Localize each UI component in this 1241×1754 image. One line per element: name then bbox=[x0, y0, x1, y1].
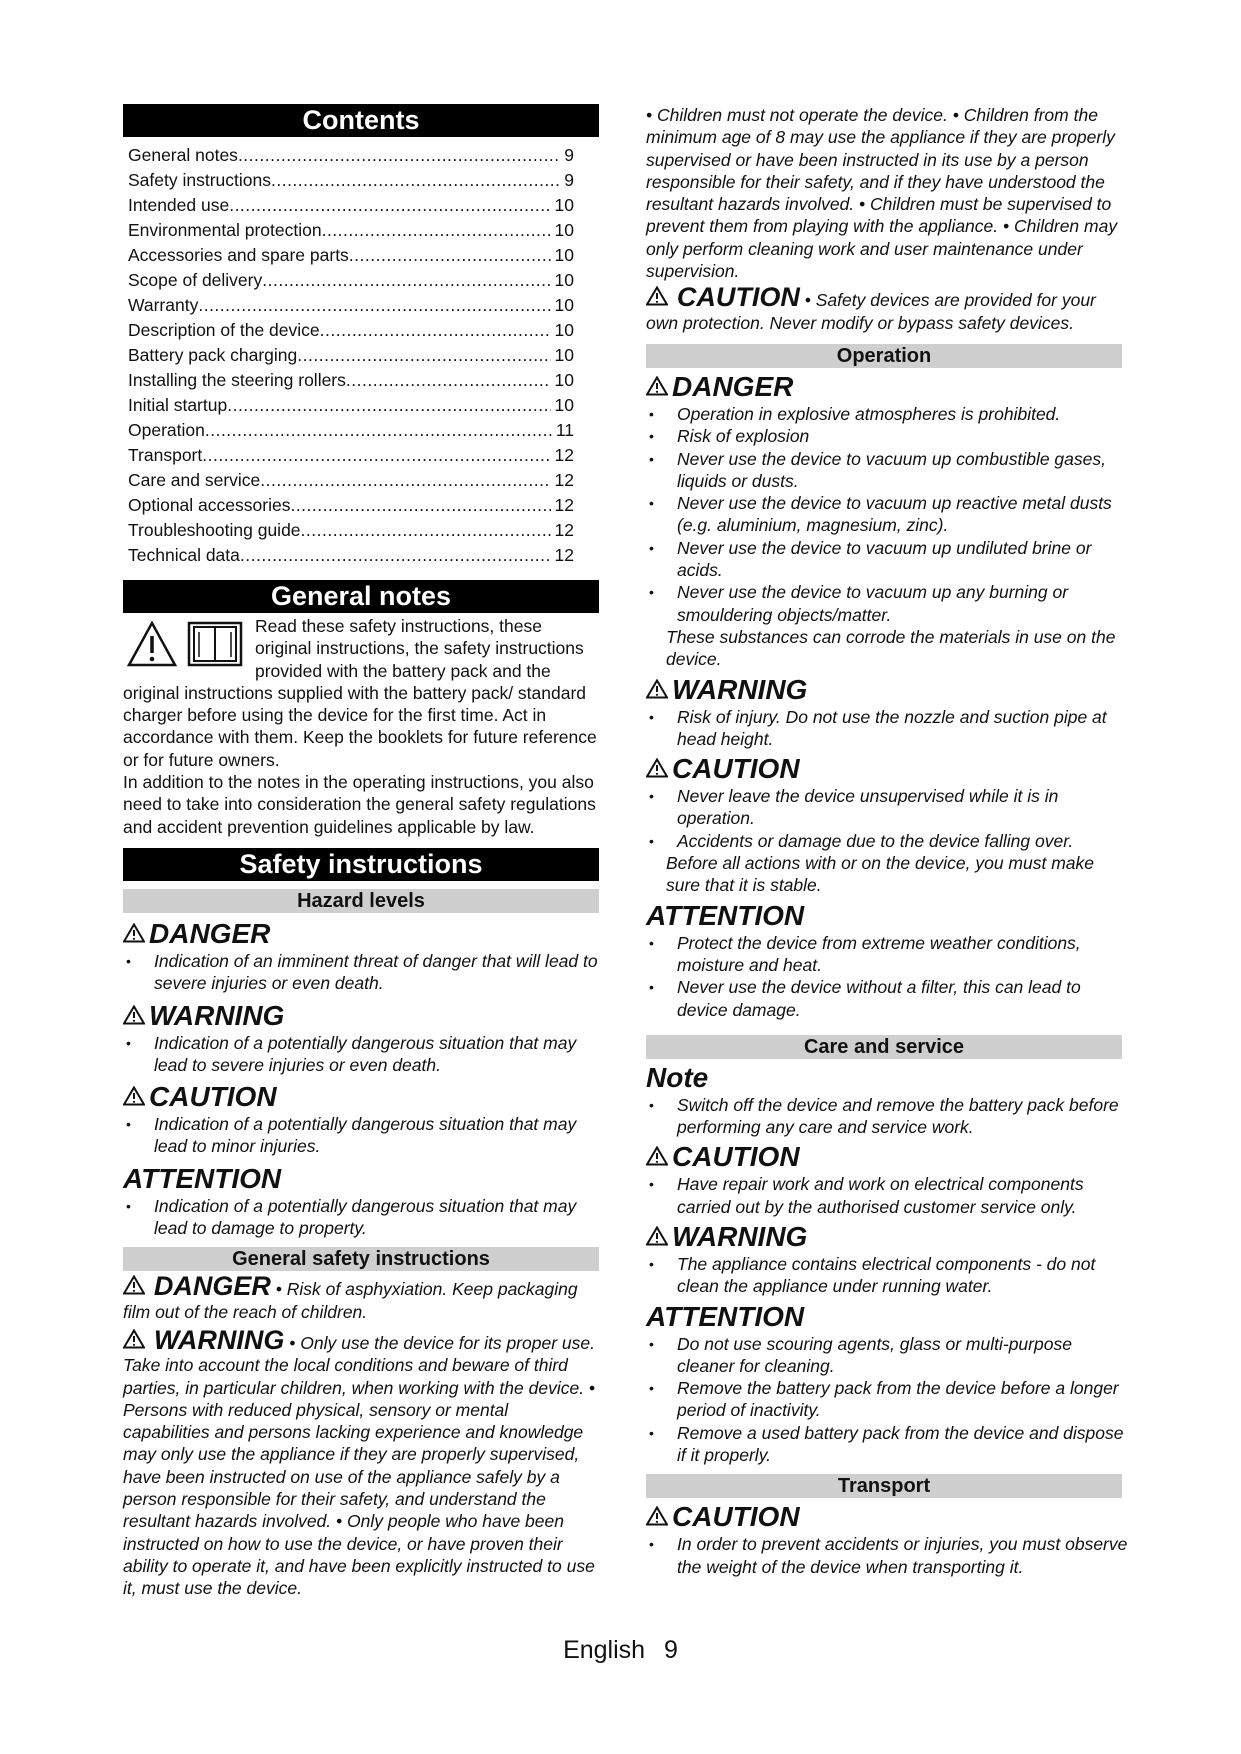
warning-triangle-icon bbox=[646, 1226, 668, 1246]
toc-entry[interactable] bbox=[128, 543, 599, 568]
toc-page: 12 bbox=[554, 520, 574, 540]
general-safety-heading: General safety instructions bbox=[123, 1247, 599, 1271]
hazard-attention-list bbox=[123, 1195, 599, 1240]
toc-entry[interactable] bbox=[128, 193, 599, 218]
warning-triangle-icon bbox=[646, 376, 668, 396]
warning-triangle-icon bbox=[123, 1329, 145, 1349]
general-notes-paragraph-2: In addition to the notes in the operating instructions, you also need to take into consideration the general safety regulations and accident prevention guidelines applicable by law. bbox=[123, 772, 596, 837]
list-item: • Never use the device to vacuum up combustible gases, liquids or dusts. bbox=[646, 448, 1132, 493]
toc-page: 10 bbox=[554, 270, 574, 290]
toc-entry[interactable] bbox=[128, 393, 599, 418]
list-item: • Never use the device without a filter, this can lead to device damage. bbox=[646, 976, 1132, 1021]
toc-page: 12 bbox=[554, 495, 574, 515]
list-item: • Risk of explosion bbox=[646, 425, 1132, 447]
toc-entry[interactable] bbox=[128, 268, 599, 293]
transport-caution-label: CAUTION bbox=[646, 1500, 1132, 1533]
general-danger-label: DANGER bbox=[153, 1271, 271, 1302]
list-item: • Indication of a potentially dangerous situation that may lead to severe injuries or even death. bbox=[123, 1032, 599, 1077]
general-warning-label: WARNING bbox=[153, 1324, 285, 1355]
care-attention-list bbox=[646, 1333, 1132, 1467]
care-note-list bbox=[646, 1094, 1132, 1139]
toc-page: 10 bbox=[554, 220, 574, 240]
list-item: • Remove a used battery pack from the device and dispose if it properly. bbox=[646, 1422, 1132, 1467]
list-item: • Remove the battery pack from the device before a longer period of inactivity. bbox=[646, 1377, 1132, 1422]
toc-title: Technical data bbox=[128, 545, 240, 565]
general-notes-paragraph-1: Read these safety instructions, these original instructions, the safety instructions provided with the battery pack and the original instructions supplied with the battery pack/ standard charger before using the device for the first time. Act in accordance with them. Keep the booklets for future reference or for future owners. bbox=[123, 616, 597, 770]
manual-book-icon bbox=[187, 621, 243, 667]
warning-triangle-icon bbox=[646, 286, 668, 306]
hazard-danger-list bbox=[123, 950, 599, 995]
toc-title: Initial startup bbox=[128, 395, 228, 415]
toc-page: 9 bbox=[564, 170, 574, 190]
toc-title: Care and service bbox=[128, 470, 261, 490]
list-item: • Indication of an imminent threat of danger that will lead to severe injuries or even death. bbox=[123, 950, 599, 995]
toc-page: 10 bbox=[554, 295, 574, 315]
toc-entry[interactable] bbox=[128, 318, 599, 343]
hazard-danger-label: DANGER bbox=[123, 917, 599, 950]
toc-page: 12 bbox=[554, 470, 574, 490]
care-service-heading: Care and service bbox=[646, 1035, 1122, 1059]
toc-entry[interactable] bbox=[128, 243, 599, 268]
toc-title: Safety instructions bbox=[128, 170, 271, 190]
care-warning-label: WARNING bbox=[646, 1220, 1132, 1253]
toc-page: 10 bbox=[554, 370, 574, 390]
list-item: • The appliance contains electrical components - do not clean the appliance under running water. bbox=[646, 1253, 1132, 1298]
hazard-attention-label: ATTENTION bbox=[123, 1162, 282, 1194]
toc-entry[interactable] bbox=[128, 218, 599, 243]
warning-triangle-icon bbox=[646, 679, 668, 699]
footer-page-number: 9 bbox=[664, 1636, 678, 1664]
toc-title: Intended use bbox=[128, 195, 230, 215]
toc-entry[interactable] bbox=[128, 143, 599, 168]
toc-title: Warranty bbox=[128, 295, 199, 315]
list-item: • Never use the device to vacuum up any burning or smouldering objects/matter. bbox=[646, 581, 1132, 626]
safety-instructions-heading: Safety instructions bbox=[123, 848, 599, 881]
toc-entry[interactable] bbox=[128, 343, 599, 368]
operation-caution-list bbox=[646, 785, 1132, 852]
warning-triangle-icon bbox=[123, 923, 145, 943]
list-item: • Indication of a potentially dangerous situation that may lead to minor injuries. bbox=[123, 1113, 599, 1158]
care-caution-label: CAUTION bbox=[646, 1140, 1132, 1173]
toc-entry[interactable] bbox=[128, 368, 599, 393]
hazard-warning-list bbox=[123, 1032, 599, 1077]
toc-page: 12 bbox=[554, 545, 574, 565]
toc-title: Transport bbox=[128, 445, 203, 465]
toc-entry[interactable] bbox=[128, 168, 599, 193]
list-item: • Never use the device to vacuum up undiluted brine or acids. bbox=[646, 537, 1132, 582]
operation-warning-label: WARNING bbox=[646, 673, 1132, 706]
hazard-levels-heading: Hazard levels bbox=[123, 889, 599, 913]
care-attention-label: ATTENTION bbox=[646, 1300, 805, 1332]
toc-page: 10 bbox=[554, 245, 574, 265]
general-caution-paragraph: CAUTION • Safety devices are provided for your own protection. Never modify or bypass safety devices. bbox=[646, 282, 1096, 333]
toc-entry[interactable] bbox=[128, 518, 599, 543]
hazard-warning-label: WARNING bbox=[123, 999, 599, 1032]
list-item: • Never leave the device unsupervised while it is in operation. bbox=[646, 785, 1132, 830]
warning-triangle-icon bbox=[127, 621, 177, 667]
toc-page: 9 bbox=[564, 145, 574, 165]
list-item: • Do not use scouring agents, glass or multi-purpose cleaner for cleaning. bbox=[646, 1333, 1132, 1378]
table-of-contents bbox=[128, 143, 599, 568]
toc-title: Operation bbox=[128, 420, 205, 440]
transport-caution-list bbox=[646, 1533, 1132, 1578]
general-warning-paragraph: WARNING • Only use the device for its proper use. Take into account the local conditions and beware of third parties, in particular children, when working with the device. • Persons with reduced physical, sensory or mental capabilities and persons lacking experience and knowledge may only use the appliance if they are properly supervised, have been instructed on use of the appliance safely by a person responsible for their safety, and understand the resultant hazards involved. • Only people who have been instructed on how to use the device, or have proven their ability to operate it, and have been explicitly instructed to use it, must use the device. bbox=[123, 1324, 596, 1599]
toc-title: Installing the steering rollers bbox=[128, 370, 346, 390]
toc-entry[interactable] bbox=[128, 418, 599, 443]
toc-entry[interactable] bbox=[128, 468, 599, 493]
list-item: • Operation in explosive atmospheres is prohibited. bbox=[646, 403, 1132, 425]
toc-title: Description of the device bbox=[128, 320, 320, 340]
toc-title: Environmental protection bbox=[128, 220, 322, 240]
toc-entry[interactable] bbox=[128, 493, 599, 518]
operation-attention-label: ATTENTION bbox=[646, 899, 805, 931]
list-item: • In order to prevent accidents or injuries, you must observe the weight of the device when transporting it. bbox=[646, 1533, 1132, 1578]
general-notes-text bbox=[123, 615, 599, 838]
toc-entry[interactable] bbox=[128, 443, 599, 468]
operation-danger-list bbox=[646, 403, 1132, 626]
care-note-label: Note bbox=[646, 1061, 709, 1093]
general-danger-paragraph: DANGER • Risk of asphyxiation. Keep packaging film out of the reach of children. bbox=[123, 1271, 578, 1322]
footer-language: English bbox=[563, 1636, 646, 1664]
warning-triangle-icon bbox=[646, 758, 668, 778]
general-caution-label: CAUTION bbox=[676, 282, 800, 313]
operation-heading: Operation bbox=[646, 344, 1122, 368]
general-notes-heading: General notes bbox=[123, 580, 599, 613]
operation-warning-list bbox=[646, 706, 1132, 751]
contents-heading: Contents bbox=[123, 104, 599, 137]
toc-title: Accessories and spare parts bbox=[128, 245, 349, 265]
toc-title: Scope of delivery bbox=[128, 270, 263, 290]
toc-page: 10 bbox=[554, 320, 574, 340]
operation-caution-label: CAUTION bbox=[646, 752, 1132, 785]
page-footer bbox=[0, 1636, 1241, 1665]
transport-heading: Transport bbox=[646, 1474, 1122, 1498]
toc-title: Optional accessories bbox=[128, 495, 291, 515]
toc-page: 10 bbox=[554, 395, 574, 415]
hazard-caution-label: CAUTION bbox=[123, 1080, 599, 1113]
list-item: • Switch off the device and remove the battery pack before performing any care and service work. bbox=[646, 1094, 1132, 1139]
operation-attention-list bbox=[646, 932, 1132, 1021]
warning-triangle-icon bbox=[646, 1146, 668, 1166]
toc-title: Battery pack charging bbox=[128, 345, 298, 365]
warning-triangle-icon bbox=[123, 1086, 145, 1106]
toc-page: 12 bbox=[554, 445, 574, 465]
care-warning-list bbox=[646, 1253, 1132, 1298]
list-item: • Accidents or damage due to the device falling over. bbox=[646, 830, 1132, 852]
toc-page: 11 bbox=[555, 420, 574, 440]
care-caution-list bbox=[646, 1173, 1132, 1218]
left-column bbox=[123, 104, 599, 1600]
warning-triangle-icon bbox=[123, 1005, 145, 1025]
operation-caution-note: Before all actions with or on the device, you must make sure that it is stable. bbox=[666, 853, 1094, 896]
toc-page: 10 bbox=[554, 345, 574, 365]
operation-danger-note: These substances can corrode the materials in use on the device. bbox=[666, 626, 1116, 670]
list-item: • Never use the device to vacuum up reactive metal dusts (e.g. aluminium, magnesium, zinc). bbox=[646, 492, 1132, 537]
toc-title: Troubleshooting guide bbox=[128, 520, 301, 540]
toc-entry[interactable] bbox=[128, 293, 599, 318]
list-item: • Have repair work and work on electrical components carried out by the authorised customer service only. bbox=[646, 1173, 1132, 1218]
operation-danger-label: DANGER bbox=[646, 370, 1132, 403]
warning-triangle-icon bbox=[123, 1275, 145, 1295]
list-item: • Indication of a potentially dangerous situation that may lead to damage to property. bbox=[123, 1195, 599, 1240]
hazard-caution-list bbox=[123, 1113, 599, 1158]
right-column bbox=[646, 104, 1132, 1578]
toc-title: General notes bbox=[128, 145, 238, 165]
warning-icons bbox=[127, 621, 243, 667]
warning-triangle-icon bbox=[646, 1506, 668, 1526]
list-item: • Risk of injury. Do not use the nozzle and suction pipe at head height. bbox=[646, 706, 1132, 751]
toc-page: 10 bbox=[554, 195, 574, 215]
children-paragraph: • Children must not operate the device. • Children from the minimum age of 8 may use the appliance if they are properly supervised or have been instructed in its use by a person responsible for their safety, and if they have understood the resultant hazards involved. • Children must be supervised to prevent them from playing with the appliance. • Children may only perform cleaning work and user maintenance under supervision. bbox=[646, 105, 1118, 282]
list-item: • Protect the device from extreme weather conditions, moisture and heat. bbox=[646, 932, 1132, 977]
